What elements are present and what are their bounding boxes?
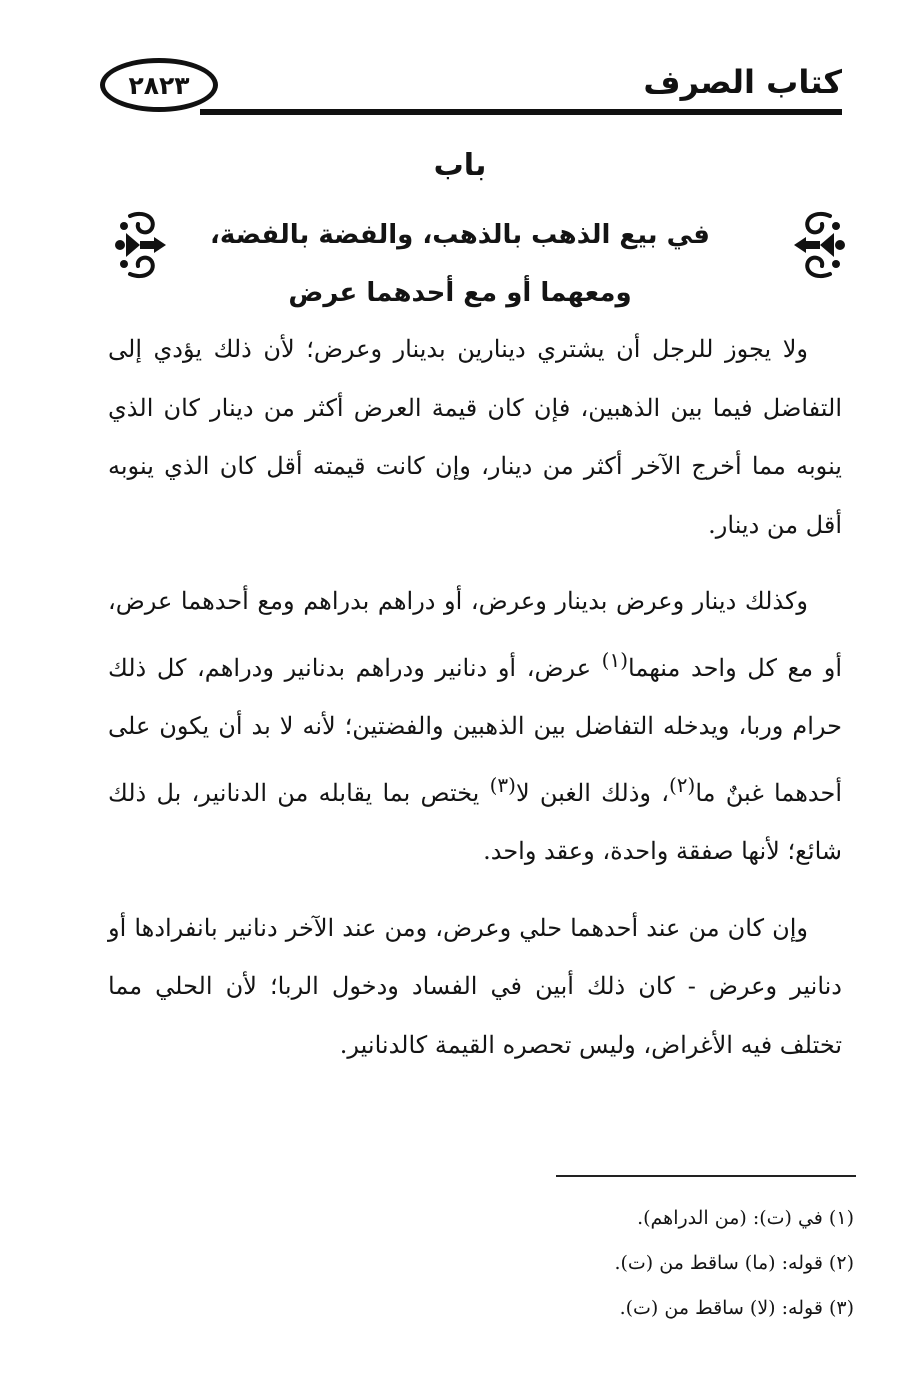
chapter-title [170, 206, 750, 322]
paragraph-1: ولا يجوز للرجل أن يشتري دينارين بدينار وعرض؛ لأن ذلك يؤدي إلى التفاضل فيما بين الذهبين، فإن كان قيمة العرض أكثر من دينار كان الذي ينوبه مما أخرج الآخر أكثر من دينار، وإن كانت قيمته أقل كان الذي ينوبه أقل من دينار. [108, 335, 842, 539]
paragraph-2-part-3: ، وذلك الغبن لا [515, 778, 669, 807]
arabesque-ornament-icon [110, 206, 174, 284]
arabesque-ornament-icon [786, 206, 850, 284]
footnote-ref-3: (٣) [489, 772, 516, 797]
paragraph-2-part-2: عرض، أو دنانير ودراهم بدنانير ودراهم، كل ذلك حرام وربا، ويدخله التفاضل بين الذهبين والفضتين؛ لأنه لا بد أن يكون على أحدهما غبنٌ ما [108, 653, 842, 807]
paragraph-2 [108, 572, 842, 881]
running-title: كتاب الصرف [643, 63, 842, 101]
footnote-2: (٢) قوله: (ما) ساقط من (ت). [614, 1252, 854, 1274]
chapter-title-line-2: ومعهما أو مع أحدهما عرض [288, 278, 632, 308]
paragraph-2-part-4: يختص بما يقابله من الدنانير، بل ذلك شائع؛ لأنها صفقة واحدة، وعقد واحد. [108, 778, 842, 865]
paragraph-2-part-1: وكذلك دينار وعرض بدينار وعرض، أو دراهم بدراهم ومع أحدهما عرض، أو مع كل واحد منهما [108, 587, 843, 682]
footnote-1: (١) في (ت): (من الدراهم). [637, 1207, 854, 1229]
chapter-title-line-1: في بيع الذهب بالذهب، والفضة بالفضة، [210, 220, 710, 250]
footnotes [400, 1196, 854, 1331]
chapter-label: باب [433, 148, 487, 183]
footnote-rule [556, 1175, 856, 1177]
page-number: ٢٨٢٣ [128, 70, 190, 100]
body-text [108, 320, 842, 1092]
header-rule [200, 109, 842, 115]
paragraph-3: وإن كان من عند أحدهما حلي وعرض، ومن عند الآخر دنانير بانفرادها أو دنانير وعرض - كان ذلك أبين في الفساد ودخول الربا؛ لأن الحلي مما تختلف فيه الأغراض، وليس تحصره القيمة كالدنانير. [108, 913, 842, 1059]
footnote-ref-2: (٢) [668, 772, 696, 797]
footnote-3: (٣) قوله: (لا) ساقط من (ت). [619, 1297, 854, 1319]
footnote-ref-1: (١) [601, 647, 629, 672]
